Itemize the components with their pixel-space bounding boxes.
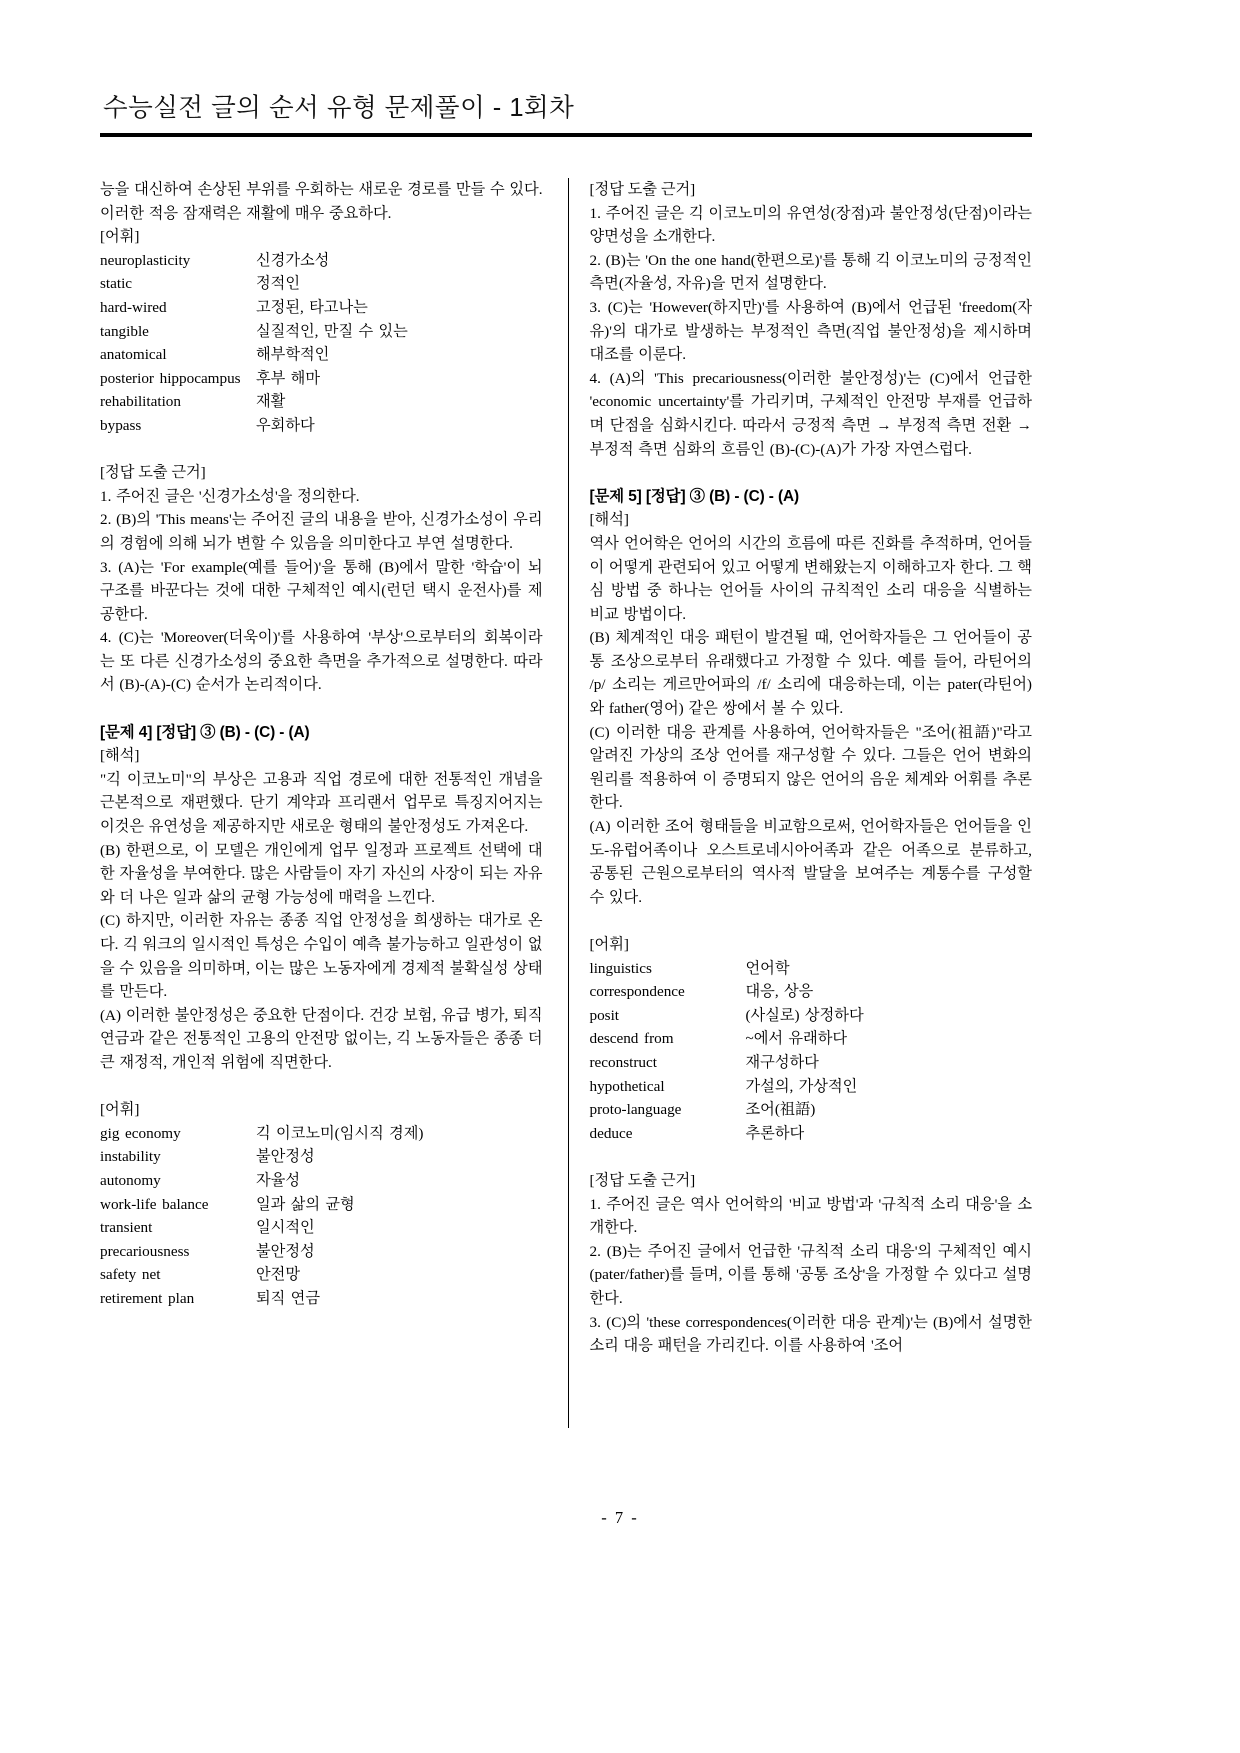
question-5-answer-heading: [문제 5] [정답] ③ (B) - (C) - (A) (589, 487, 800, 505)
vocab-row (589, 980, 1032, 1004)
vocab-row (589, 1051, 1032, 1075)
vocab-term: hypothetical (589, 1077, 665, 1095)
vocab-meaning: ~에서 유래하다 (745, 1030, 848, 1048)
continued-paragraph: 능을 대신하여 손상된 부위를 우회하는 새로운 경로를 만들 수 있다. 이러한 적응 잠재력은 재활에 매우 중요하다. (100, 181, 543, 222)
two-column-body (100, 178, 1032, 1428)
vocab-term: gig economy (100, 1124, 181, 1142)
vocab-term: posterior hippocampus (100, 369, 241, 387)
vocab-term: proto-language (589, 1101, 682, 1119)
vocab-row (100, 1122, 543, 1146)
vocab-term: hard-wired (100, 298, 167, 316)
vocabulary-table-1 (100, 249, 543, 438)
vocab-row (589, 957, 1032, 981)
rationale-item: 1. 주어진 글은 긱 이코노미의 유연성(장점)과 불안정성(단점)이라는 양면성을 소개한다. (589, 204, 1032, 246)
vocab-row (100, 367, 543, 391)
column-divider (568, 178, 569, 1428)
block-spacer (589, 1145, 1032, 1169)
vocab-term: safety net (100, 1266, 161, 1284)
vocab-meaning: 안전망 (256, 1266, 301, 1284)
rationale-item: 3. (A)는 'For example(예를 들어)'을 통해 (B)에서 말한 '학습'이 뇌 구조를 바꾼다는 것에 대한 구체적인 예시(런던 택시 운전사)를 제공한다. (100, 558, 543, 623)
vocab-meaning: 재구성하다 (745, 1053, 819, 1071)
vocab-row (589, 1122, 1032, 1146)
vocab-row (100, 414, 543, 438)
vocab-term: anatomical (100, 346, 167, 364)
vocab-meaning: 자율성 (256, 1171, 301, 1189)
vocab-meaning: 재활 (256, 393, 286, 411)
vocab-label-2: [어휘] (100, 1101, 140, 1119)
vocab-meaning: 불안정성 (256, 1148, 315, 1166)
vocab-row (100, 343, 543, 367)
vocab-row (100, 1193, 543, 1217)
vocab-row (100, 1240, 543, 1264)
vocab-row (100, 1287, 543, 1311)
q5-paragraph-c: (C) 이러한 대응 관계를 사용하여, 언어학자들은 "조어(祖語)"라고 알려진 가상의 조상 언어를 재구성할 수 있다. 그들은 언어 변화의 원리를 적용하여 이 증명되지 않은 언어의 음운 체계와 어휘를 추론한다. (589, 723, 1032, 812)
vocab-meaning: 우회하다 (256, 416, 315, 434)
vocab-term: descend from (589, 1030, 674, 1048)
vocab-row (100, 296, 543, 320)
rationale-item: 4. (A)의 'This precariousness(이러한 불안정성)'는 (C)에서 언급한 'economic uncertainty'를 가리키며, 구체적인 안전망 부재를 언급하며 단점을 심화시킨다. 따라서 긍정적 측면 → 부정적 측면 전환 → 부정적 측면 심화의 흐름인 (B)-(C)-(A)가 가장 자연스럽다. (589, 369, 1032, 458)
rationale-item-truncated: 3. (C)의 'these correspondences(이러한 대응 관계)'는 (B)에서 설명한 소리 대응 패턴을 가리킨다. 이를 사용하여 '조어 (589, 1313, 1032, 1355)
vocab-meaning: 추론하다 (745, 1124, 805, 1142)
rationale-item: 2. (B)는 'On the one hand(한편으로)'를 통해 긱 이코노미의 긍정적인 측면(자율성, 자유)을 먼저 설명한다. (589, 251, 1032, 293)
rationale-label-1: [정답 도출 근거] (589, 181, 696, 198)
vocab-meaning: 고정된, 타고나는 (256, 298, 368, 316)
left-column (100, 178, 557, 1428)
vocab-row (589, 1098, 1032, 1122)
vocab-row (589, 1004, 1032, 1028)
vocab-term: autonomy (100, 1171, 161, 1189)
vocab-row (100, 390, 543, 414)
page-header (100, 88, 1032, 137)
page-footer (0, 1508, 1240, 1528)
vocab-row (589, 1027, 1032, 1051)
rationale-item: 4. (C)는 'Moreover(더욱이)'를 사용하여 '부상'으로부터의 회복이라는 또 다른 신경가소성의 중요한 측면을 추가적으로 설명한다. 따라서 (B)-(A)-(C) 순서가 논리적이다. (100, 629, 543, 694)
vocab-row (100, 1169, 543, 1193)
rationale-item: 1. 주어진 글은 역사 언어학의 '비교 방법'과 '규칙적 소리 대응'을 소개한다. (589, 1195, 1032, 1237)
vocab-meaning: 불안정성 (256, 1242, 315, 1260)
rationale-item: 2. (B)의 'This means'는 주어진 글의 내용을 받아, 신경가소성이 우리의 경험에 의해 뇌가 변할 수 있음을 의미한다고 부연 설명한다. (100, 511, 543, 552)
question-4-answer-heading: [문제 4] [정답] ③ (B) - (C) - (A) (100, 723, 310, 741)
q5-paragraph-intro: 역사 언어학은 언어의 시간의 흐름에 따른 진화를 추적하며, 언어들이 어떻게 관련되어 있고 어떻게 변해왔는지 이해하고자 한다. 그 핵심 방법 중 하나는 언어들 사이의 규칙적인 소리 대응을 식별하는 비교 방법이다. (589, 534, 1032, 623)
vocab-term: bypass (100, 416, 142, 434)
vocab-meaning: 조어(祖語) (745, 1101, 816, 1119)
rationale-label-2: [정답 도출 근거] (589, 1171, 696, 1189)
q5-paragraph-b: (B) 체계적인 대응 패턴이 발견될 때, 언어학자들은 그 언어들이 공통 조상으로부터 유래했다고 가정할 수 있다. 예를 들어, 라틴어의 /p/ 소리는 게르만어파의 /f/ 소리에 대응하는데, 이는 pater(라틴어)와 father(영어) 같은 쌍에서 볼 수 있다. (589, 629, 1032, 718)
rationale-item: 2. (B)는 주어진 글에서 언급한 '규칙적 소리 대응'의 구체적인 예시(pater/father)를 들며, 이를 통해 '공통 조상'을 가정할 수 있다고 설명한다. (589, 1242, 1032, 1307)
vocab-row (589, 1075, 1032, 1099)
vocab-term: static (100, 275, 133, 293)
vocab-meaning: 일과 삶의 균형 (256, 1195, 355, 1213)
rationale-item: 1. 주어진 글은 '신경가소성'을 정의한다. (100, 487, 360, 505)
vocab-meaning: 신경가소성 (256, 251, 330, 269)
q4-paragraph-a: (A) 이러한 불안정성은 중요한 단점이다. 건강 보험, 유급 병가, 퇴직 연금과 같은 전통적인 고용의 안전망 없이는, 긱 노동자들은 종종 더 큰 재정적, 개인적 위험에 직면한다. (100, 1006, 543, 1071)
block-spacer (100, 697, 543, 721)
vocab-meaning: 긱 이코노미(임시직 경제) (256, 1124, 424, 1142)
vocab-row (100, 1145, 543, 1169)
vocab-meaning: 퇴직 연금 (256, 1289, 321, 1307)
vocab-row (100, 272, 543, 296)
vocab-row (100, 249, 543, 273)
block-spacer (589, 461, 1032, 485)
vocab-label-1: [어휘] (100, 228, 140, 246)
rationale-item: 3. (C)는 'However(하지만)'를 사용하여 (B)에서 언급된 'freedom(자유)'의 대가로 발생하는 부정적인 측면(직업 불안정성)을 제시하며 대조를 이룬다. (589, 298, 1032, 364)
vocab-meaning: 대응, 상응 (745, 983, 814, 1001)
q4-paragraph-c: (C) 하지만, 이러한 자유는 종종 직업 안정성을 희생하는 대가로 온다. 긱 워크의 일시적인 특성은 수입이 예측 불가능하고 일관성이 없을 수 있음을 의미하며, 이는 많은 노동자에게 경제적 불확실성 상태를 만든다. (100, 912, 543, 1001)
q5-interpretation-label: [해석] (589, 511, 629, 529)
vocabulary-table-3 (589, 957, 1032, 1146)
q5-paragraph-a: (A) 이러한 조어 형태들을 비교함으로써, 언어학자들은 언어들을 인도-유럽어족이나 오스트로네시아어족과 같은 어족으로 분류하고, 공통된 근원으로부터의 역사적 발달을 보여주는 계통수를 구성할 수 있다. (589, 818, 1032, 906)
vocab-meaning: 해부학적인 (256, 346, 330, 364)
vocab-row (100, 320, 543, 344)
vocab-term: transient (100, 1219, 153, 1237)
vocab-row (100, 1216, 543, 1240)
vocab-row (100, 1263, 543, 1287)
vocab-term: linguistics (589, 959, 652, 977)
header-divider-rule (100, 133, 1032, 137)
page-title: 수능실전 글의 순서 유형 문제풀이 - 1회차 (103, 94, 575, 122)
vocab-label: [어휘] (589, 936, 629, 953)
vocab-meaning: 실질적인, 만질 수 있는 (256, 322, 408, 340)
vocab-meaning: 언어학 (745, 959, 790, 977)
vocab-meaning: (사실로) 상정하다 (745, 1006, 864, 1024)
block-spacer (589, 909, 1032, 933)
vocab-meaning: 후부 해마 (256, 369, 321, 387)
vocab-term: instability (100, 1148, 161, 1166)
block-spacer (100, 438, 543, 462)
vocab-term: tangible (100, 322, 149, 340)
rationale-label-1: [정답 도출 근거] (100, 464, 206, 482)
vocab-term: reconstruct (589, 1053, 657, 1071)
vocab-meaning: 일시적인 (256, 1219, 315, 1237)
vocab-term: deduce (589, 1124, 633, 1142)
q4-paragraph-b: (B) 한편으로, 이 모델은 개인에게 업무 일정과 프로젝트 선택에 대한 자율성을 부여한다. 많은 사람들이 자기 자신의 사장이 되는 자유와 더 나은 일과 삶의 균형 가능성에 매력을 느낀다. (100, 841, 543, 906)
vocab-term: work-life balance (100, 1195, 209, 1213)
vocab-term: neuroplasticity (100, 251, 191, 269)
vocab-term: retirement plan (100, 1289, 195, 1307)
vocab-meaning: 정적인 (256, 275, 301, 293)
block-spacer (100, 1075, 543, 1099)
vocab-term: correspondence (589, 983, 685, 1001)
vocab-meaning: 가설의, 가상적인 (745, 1077, 858, 1095)
vocab-term: posit (589, 1006, 620, 1024)
vocab-term: precariousness (100, 1242, 190, 1260)
vocabulary-table-2 (100, 1122, 543, 1311)
q4-interpretation-label: [해석] (100, 747, 140, 765)
q4-paragraph-intro: "긱 이코노미"의 부상은 고용과 직업 경로에 대한 전통적인 개념을 근본적으로 재편했다. 단기 계약과 프리랜서 업무로 특징지어지는 이것은 유연성을 제공하지만 새로운 형태의 불안정성도 가져온다. (100, 770, 543, 836)
vocab-term: rehabilitation (100, 393, 181, 411)
page-number: - 7 - (601, 1508, 639, 1527)
right-column (580, 178, 1032, 1428)
